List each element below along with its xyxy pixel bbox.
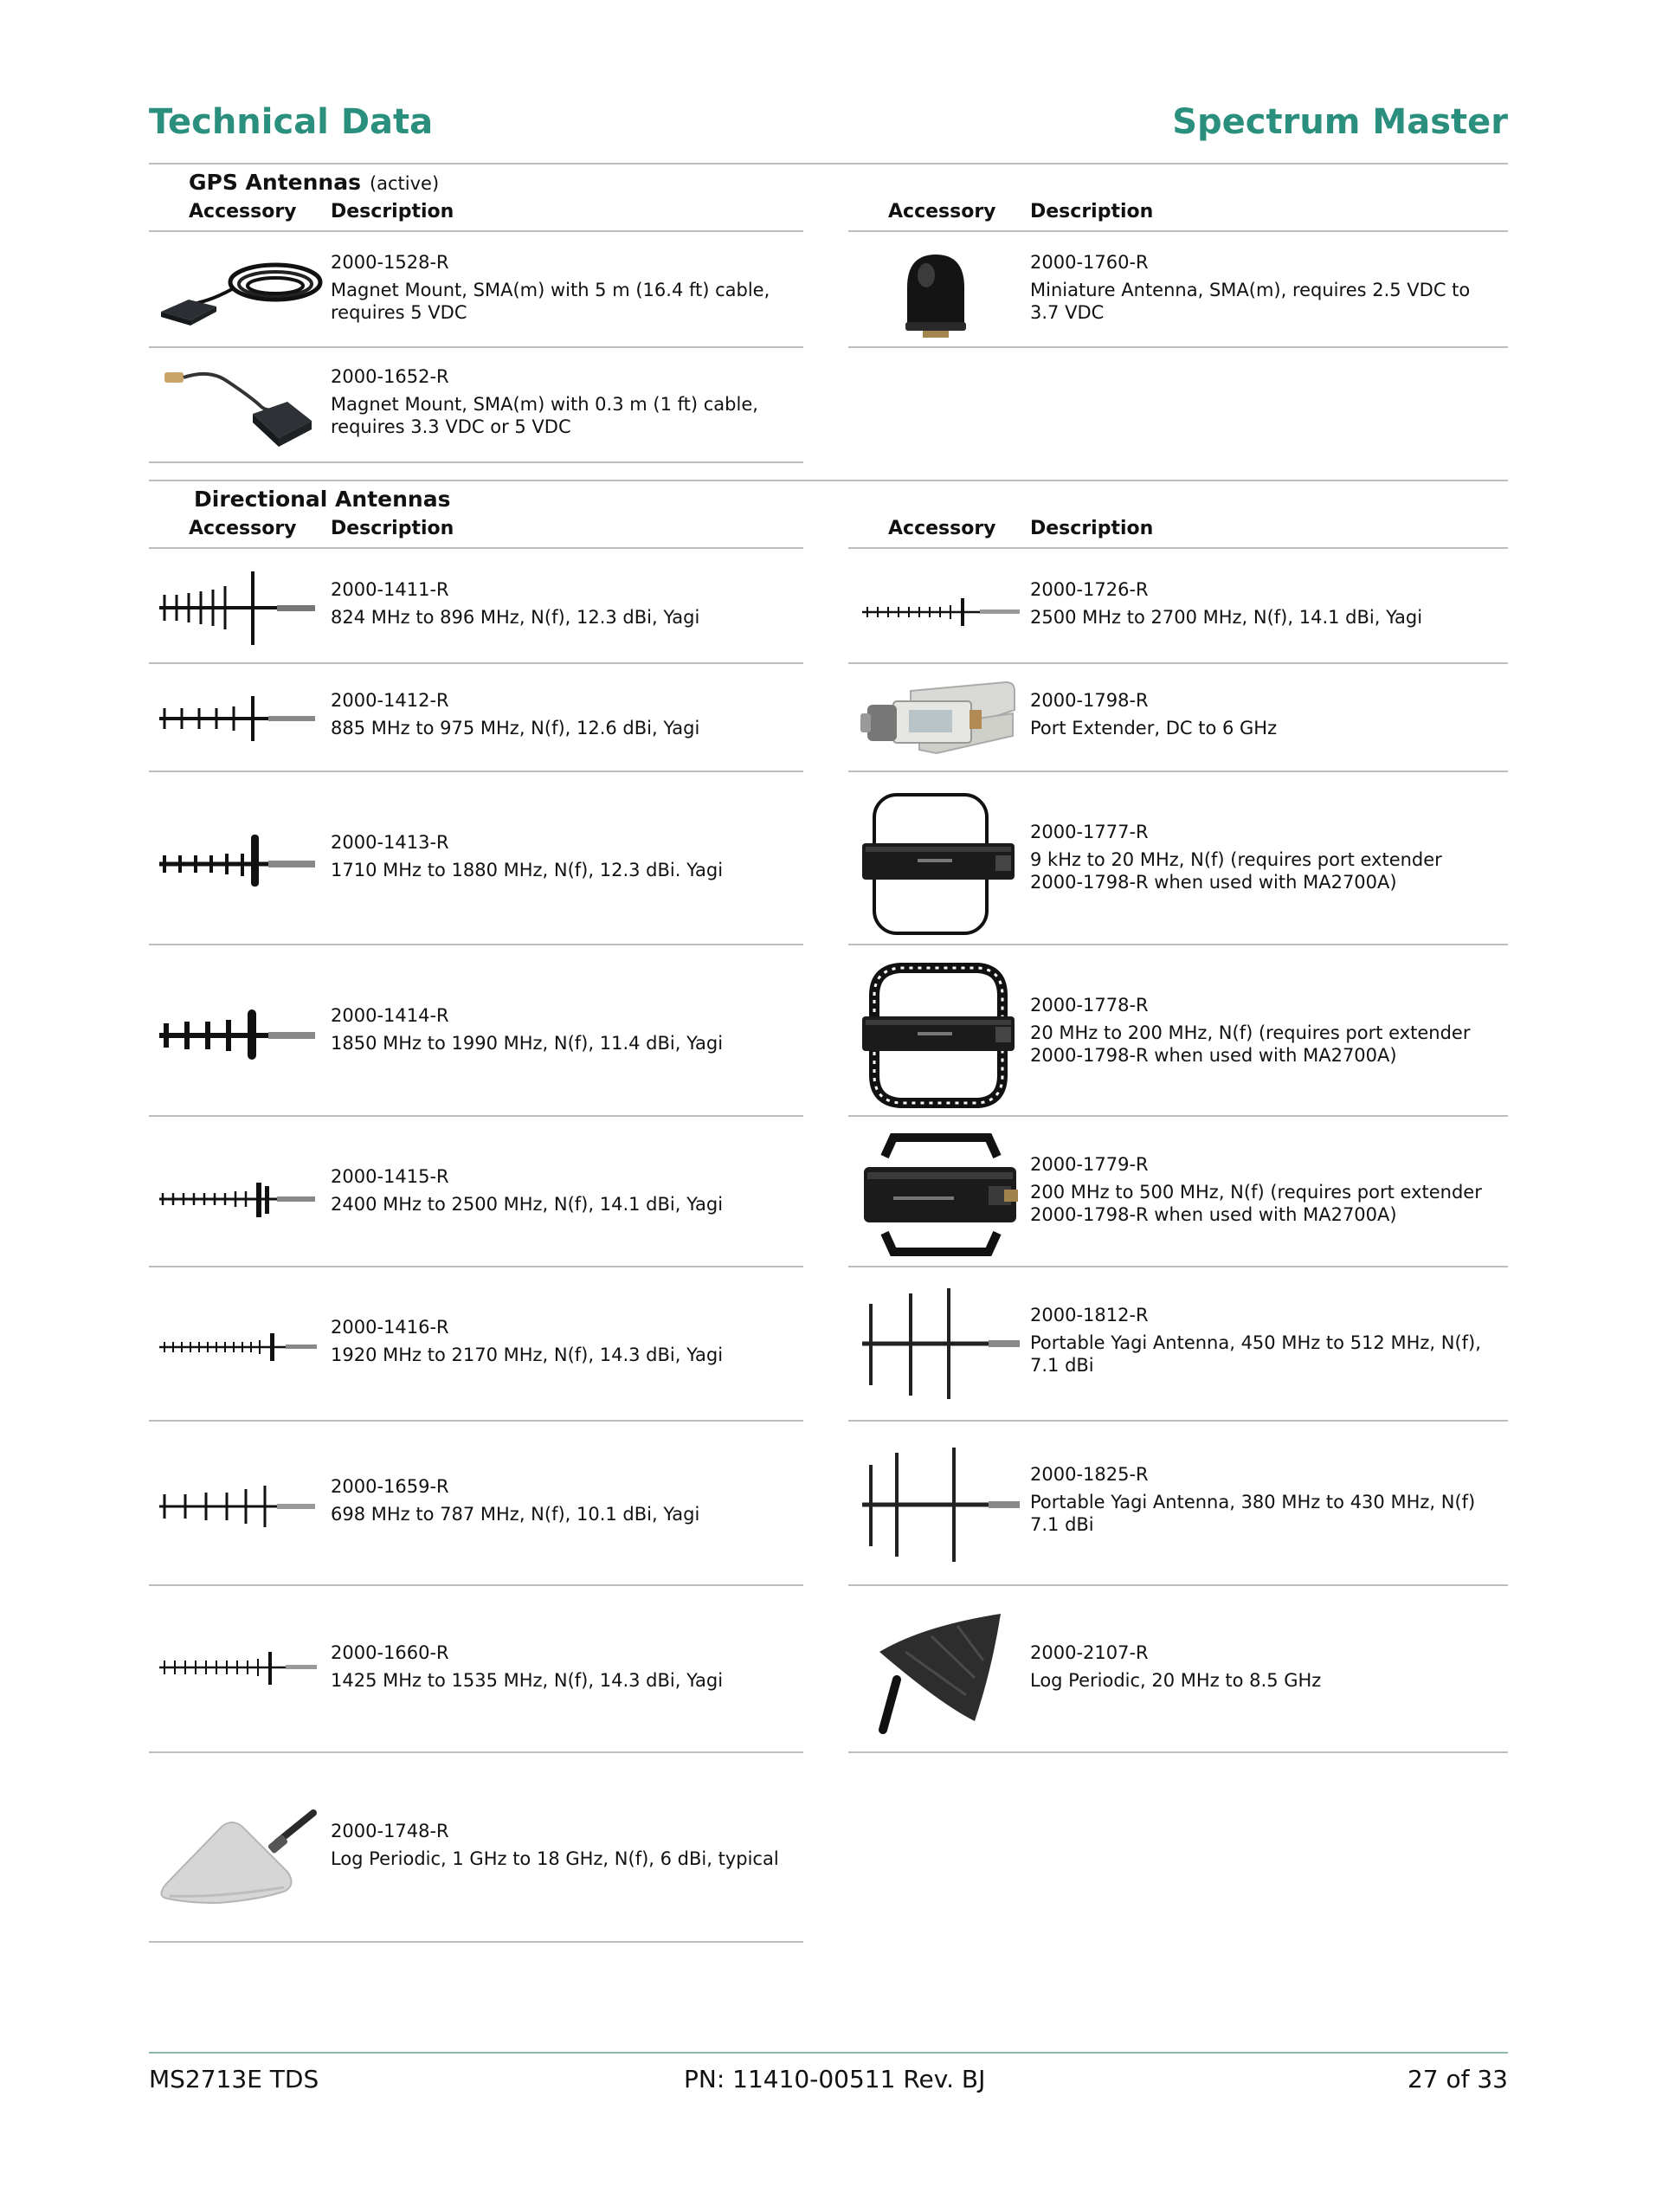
row-rule [848,1584,1508,1586]
part-description: Magnet Mount, SMA(m) with 0.3 m (1 ft) cable, requires 3.3 VDC or 5 VDC [331,394,758,437]
dir-left-item-8 [331,1641,781,1692]
part-description: Magnet Mount, SMA(m) with 5 m (16.4 ft) cable, requires 5 VDC [331,280,770,323]
dir-col-description-left: Description [331,518,454,539]
dir-right-item-1 [1030,578,1489,629]
yagi-antenna-icon [859,593,1023,631]
part-number: 2000-1414-R [331,1005,449,1026]
part-number: 2000-1726-R [1030,579,1149,600]
part-description: Port Extender, DC to 6 GHz [1030,718,1278,738]
yagi-antenna-icon [156,1648,320,1688]
row-rule [149,1584,803,1586]
directional-section-title: Directional Antennas [194,487,451,512]
dir-right-item-5 [1030,1153,1489,1226]
dir-left-item-5 [331,1165,781,1216]
dir-right-item-2 [1030,689,1489,739]
dir-right-item-3 [1030,821,1489,893]
part-number: 2000-1825-R [1030,1464,1149,1485]
row-rule [149,1115,803,1117]
part-description: Portable Yagi Antenna, 450 MHz to 512 MHz, N(f), 7.1 dBi [1030,1332,1481,1376]
part-number: 2000-1413-R [331,832,449,853]
part-number: 2000-1660-R [331,1642,449,1663]
part-number: 2000-1411-R [331,579,449,600]
part-description: 1710 MHz to 1880 MHz, N(f), 12.3 dBi. Yagi [331,860,724,880]
gps-col-accessory-right: Accessory [888,201,996,222]
dir-right-item-6 [1030,1304,1489,1377]
dir-right-item-7 [1030,1463,1489,1536]
part-number: 2000-1416-R [331,1317,449,1338]
part-number: 2000-1812-R [1030,1305,1149,1325]
gps-row-rule-left [149,346,803,348]
portable-yagi-antenna-icon [859,1285,1023,1403]
part-description: Portable Yagi Antenna, 380 MHz to 430 MHz, N(f) 7.1 dBi [1030,1492,1476,1535]
directional-top-rule [149,480,1508,481]
port-extender-icon [859,675,1023,767]
part-description: Log Periodic, 20 MHz to 8.5 GHz [1030,1670,1322,1691]
row-rule [848,1266,1508,1267]
part-number: 2000-1415-R [331,1166,449,1187]
part-description: 1425 MHz to 1535 MHz, N(f), 14.3 dBi, Yagi [331,1670,724,1691]
footer-rule [149,2052,1508,2054]
gps-subtitle: (active) [369,173,440,194]
yagi-antenna-icon [156,693,320,745]
dir-left-item-4 [331,1004,781,1054]
row-rule [149,1941,803,1943]
dir-right-item-4 [1030,994,1489,1067]
row-rule [848,771,1508,772]
portable-yagi-antenna-icon [859,1444,1023,1565]
product-name-title: Spectrum Master [1172,102,1508,142]
part-description: Miniature Antenna, SMA(m), requires 2.5 VDC to 3.7 VDC [1030,280,1471,323]
dir-header-rule-right [848,547,1508,549]
yagi-antenna-icon [156,567,320,649]
yagi-antenna-icon [156,1177,320,1221]
dir-right-item-8 [1030,1641,1489,1692]
dir-left-item-7 [331,1475,781,1525]
gps-magnet-mount-long-cable-icon [154,251,327,338]
dir-header-rule-left [149,547,803,549]
part-description: 20 MHz to 200 MHz, N(f) (requires port extender 2000-1798-R when used with MA2700A) [1030,1022,1471,1066]
dir-left-item-1 [331,578,781,629]
dir-col-accessory-right: Accessory [888,518,996,539]
gps-col-accessory-left: Accessory [189,201,297,222]
part-number: 2000-1798-R [1030,690,1149,711]
row-rule [848,1751,1508,1753]
footer-part-number: PN: 11410-00511 Rev. BJ [684,2065,986,2093]
part-description: 2400 MHz to 2500 MHz, N(f), 14.1 dBi, Yagi [331,1194,724,1215]
gps-title-text: GPS Antennas [189,170,361,195]
part-number: 2000-1659-R [331,1476,449,1497]
gps-item-2 [1030,251,1480,324]
part-number: 2000-1652-R [331,366,449,387]
header-rule [149,163,1508,164]
log-periodic-antenna-icon [158,1801,322,1905]
part-description: 9 kHz to 20 MHz, N(f) (requires port extender 2000-1798-R when used with MA2700A) [1030,849,1442,893]
gps-col-description-left: Description [331,201,454,222]
yagi-antenna-icon [156,1482,320,1531]
row-rule [149,1751,803,1753]
part-description: Log Periodic, 1 GHz to 18 GHz, N(f), 6 dBi, typical [331,1848,779,1869]
gps-header-rule-left [149,230,803,232]
gps-item-3 [331,365,781,438]
row-rule [149,944,803,945]
loop-antenna-icon [859,1131,1023,1261]
part-description: 885 MHz to 975 MHz, N(f), 12.6 dBi, Yagi [331,718,700,738]
yagi-antenna-icon [156,831,320,892]
yagi-antenna-icon [156,1328,320,1366]
part-number: 2000-1760-R [1030,252,1149,273]
yagi-antenna-icon [156,1004,320,1065]
row-rule [149,771,803,772]
row-rule [848,944,1508,945]
part-description: 200 MHz to 500 MHz, N(f) (requires port extender 2000-1798-R when used with MA2700A) [1030,1182,1482,1225]
gps-row-rule-right [848,346,1508,348]
part-description: 1850 MHz to 1990 MHz, N(f), 11.4 dBi, Yagi [331,1033,724,1054]
part-number: 2000-1412-R [331,690,449,711]
part-number: 2000-1748-R [331,1821,449,1841]
part-number: 2000-1528-R [331,252,449,273]
footer-page-number: 27 of 33 [1407,2065,1508,2093]
part-description: 2500 MHz to 2700 MHz, N(f), 14.1 dBi, Yagi [1030,607,1423,628]
part-description: 824 MHz to 896 MHz, N(f), 12.3 dBi, Yagi [331,607,700,628]
document-section-title: Technical Data [149,102,434,142]
part-description: 698 MHz to 787 MHz, N(f), 10.1 dBi, Yagi [331,1504,700,1525]
row-rule [149,1420,803,1422]
loop-antenna-icon [857,961,1021,1110]
gps-section-title [189,170,439,195]
dir-left-item-6 [331,1316,781,1366]
gps-col-description-right: Description [1030,201,1154,222]
part-number: 2000-1779-R [1030,1154,1149,1175]
gps-miniature-dome-icon [897,249,975,345]
dir-left-item-9 [331,1820,781,1870]
gps-end-rule-left [149,461,803,463]
dir-left-item-2 [331,689,781,739]
gps-item-1 [331,251,781,324]
footer-document-id: MS2713E TDS [149,2065,319,2093]
dir-left-item-3 [331,831,781,881]
row-rule [149,1266,803,1267]
row-rule [149,662,803,664]
gps-header-rule-right [848,230,1508,232]
row-rule [848,1420,1508,1422]
part-description: 1920 MHz to 2170 MHz, N(f), 14.3 dBi, Yagi [331,1345,724,1365]
dir-col-accessory-left: Accessory [189,518,297,539]
row-rule [848,662,1508,664]
log-periodic-antenna-icon [871,1609,1018,1747]
dir-col-description-right: Description [1030,518,1154,539]
part-number: 2000-1778-R [1030,995,1149,1016]
gps-magnet-mount-short-cable-icon [158,364,322,459]
loop-antenna-icon [857,788,1021,940]
row-rule [848,1115,1508,1117]
part-number: 2000-2107-R [1030,1642,1149,1663]
part-number: 2000-1777-R [1030,822,1149,842]
